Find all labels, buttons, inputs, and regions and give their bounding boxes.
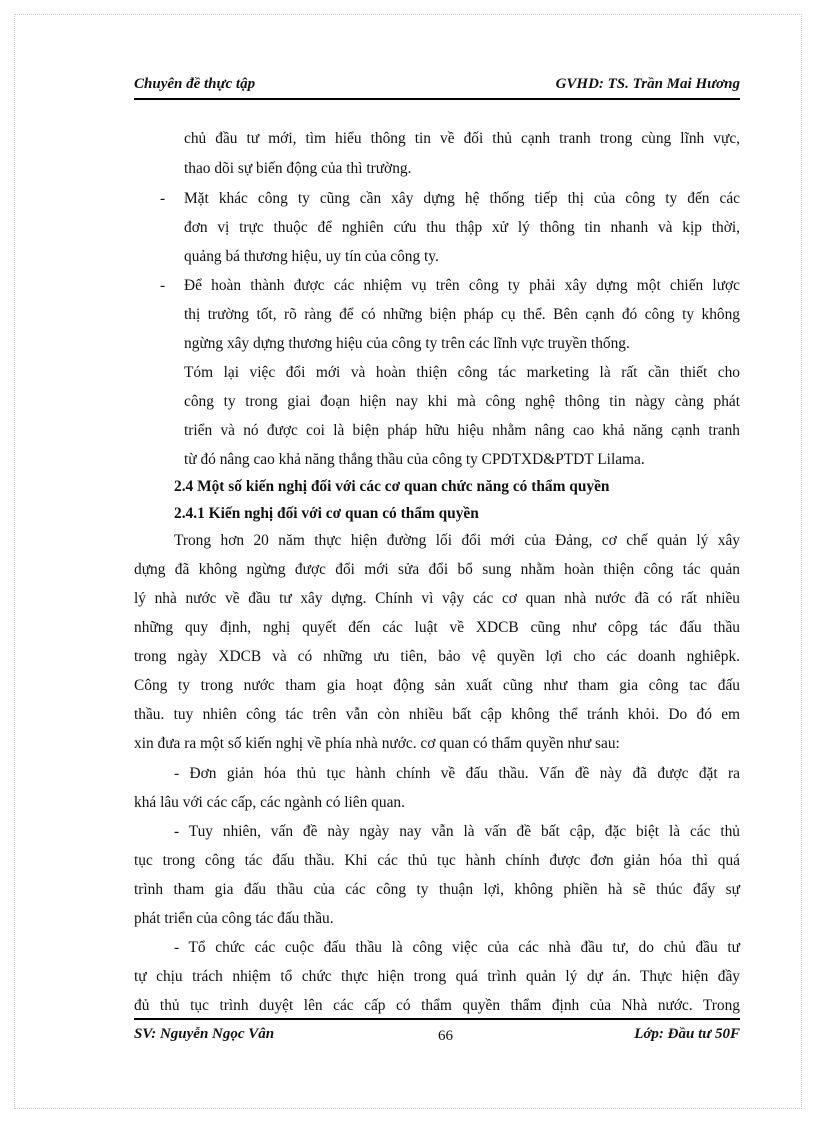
bullet-dash: - [160,277,166,294]
text-line: - Đơn giản hóa thủ tục hành chính về đấu thầu. Vấn đề này đã được đặt ra [174,765,740,782]
text-line: Mặt khác công ty cũng cần xây dựng hệ thống tiếp thị của công ty đến các [184,190,740,207]
text-line: công ty trong giai đoạn hiện nay khi mà công nghệ thông tin nàgy càng phát [184,393,740,410]
page-number: 66 [438,1028,453,1044]
text-line: trình tham gia đấu thầu của các công ty thuận lợi, không phiền hà sẽ thúc đẩy sự [134,881,740,898]
page-header [134,76,740,100]
text-line: - Tuy nhiên, vấn đề này ngày nay vẫn là vấn đề bất cập, đặc biệt là các thủ [174,823,740,840]
footer-class: Lớp: Đầu tư 50F [634,1026,740,1042]
text-line: tự chịu trách nhiệm tổ chức thực hiện trong quá trình quản lý dự án. Thực hiện đầy [134,968,740,985]
header-title: Chuyên đề thực tập [134,76,256,92]
text-line: Trong hơn 20 năm thực hiện đường lối đổi mới của Đảng, cơ chế quản lý xây [174,532,740,549]
text-line: triển và nó được coi là biện pháp hữu hiệu nhằm nâng cao khả năng cạnh tranh [184,422,740,439]
header-advisor: GVHD: TS. Trần Mai Hương [555,76,740,92]
page-footer [134,1018,740,1050]
text-line: khá lâu với các cấp, các ngành có liên quan. [134,794,405,811]
text-line: đủ thủ tục trình duyệt lên các cấp có thẩm quyền thẩm định của Nhà nước. Trong [134,997,740,1014]
text-line: Để hoàn thành được các nhiệm vụ trên công ty phải xây dựng một chiến lược [184,277,740,294]
text-line: từ đó nâng cao khả năng thắng thầu của công ty CPDTXD&PTDT Lilama. [184,451,645,468]
text-line: trong ngày XDCB và có những ưu tiên, bảo vệ quyền lợi cho các doanh nghiêpk. [134,648,740,665]
text-line: thầu. tuy nhiên công tác trên vẫn còn nhiều bất cập không thể tránh khỏi. Do đó em [134,706,740,723]
text-line: quảng bá thương hiệu, uy tín của công ty. [184,248,439,265]
text-line: Công ty trong nước tham gia hoạt động sản xuất cũng như tham gia công tac đấu [134,677,740,694]
text-line: ngừng xây dựng thương hiệu của công ty trên các lĩnh vực truyền thống. [184,335,630,352]
text-line: đơn vị trực thuộc để nghiên cứu thu thập xử lý thông tin nhanh và kịp thời, [184,219,740,236]
text-line: những quy định, nghị quyết đến các luật về XDCB cũng như côpg tác đấu thầu [134,619,740,636]
text-line: tục trong công tác đấu thầu. Khi các thủ tục hành chính được đơn giản hóa thì quá [134,852,740,869]
section-heading-2-4-1: 2.4.1 Kiến nghị đối với cơ quan có thẩm quyền [174,505,479,522]
text-line: chủ đầu tư mới, tìm hiểu thông tin về đối thủ cạnh tranh trong cùng lĩnh vực, [184,130,740,147]
footer-student: SV: Nguyễn Ngọc Vân [134,1026,275,1042]
text-line: thao dõi sự biến động của thì trường. [184,160,412,177]
text-line: dựng đã không ngừng được đổi mới sửa đổi bổ sung nhằm hoàn thiện công tác quản [134,561,740,578]
bullet-dash: - [160,190,166,207]
text-line: thị trường tốt, rõ ràng để có những biện pháp cụ thể. Bên cạnh đó công ty không [184,306,740,323]
text-line: xin đưa ra một số kiến nghị về phía nhà nước. cơ quan có thẩm quyền như sau: [134,735,620,752]
text-line: phát triển của công tác đấu thầu. [134,910,334,927]
text-line: lý nhà nước về đầu tư xây dựng. Chính vì vậy các cơ quan nhà nước đã có rất nhiều [134,590,740,607]
text-line: - Tổ chức các cuộc đấu thầu là công việc của các nhà đầu tư, do chủ đầu tư [174,939,740,956]
section-heading-2-4: 2.4 Một số kiến nghị đối với các cơ quan chức năng có thẩm quyền [174,478,610,495]
text-line: Tóm lại việc đổi mới và hoàn thiện công tác marketing là rất cần thiết cho [184,364,740,381]
